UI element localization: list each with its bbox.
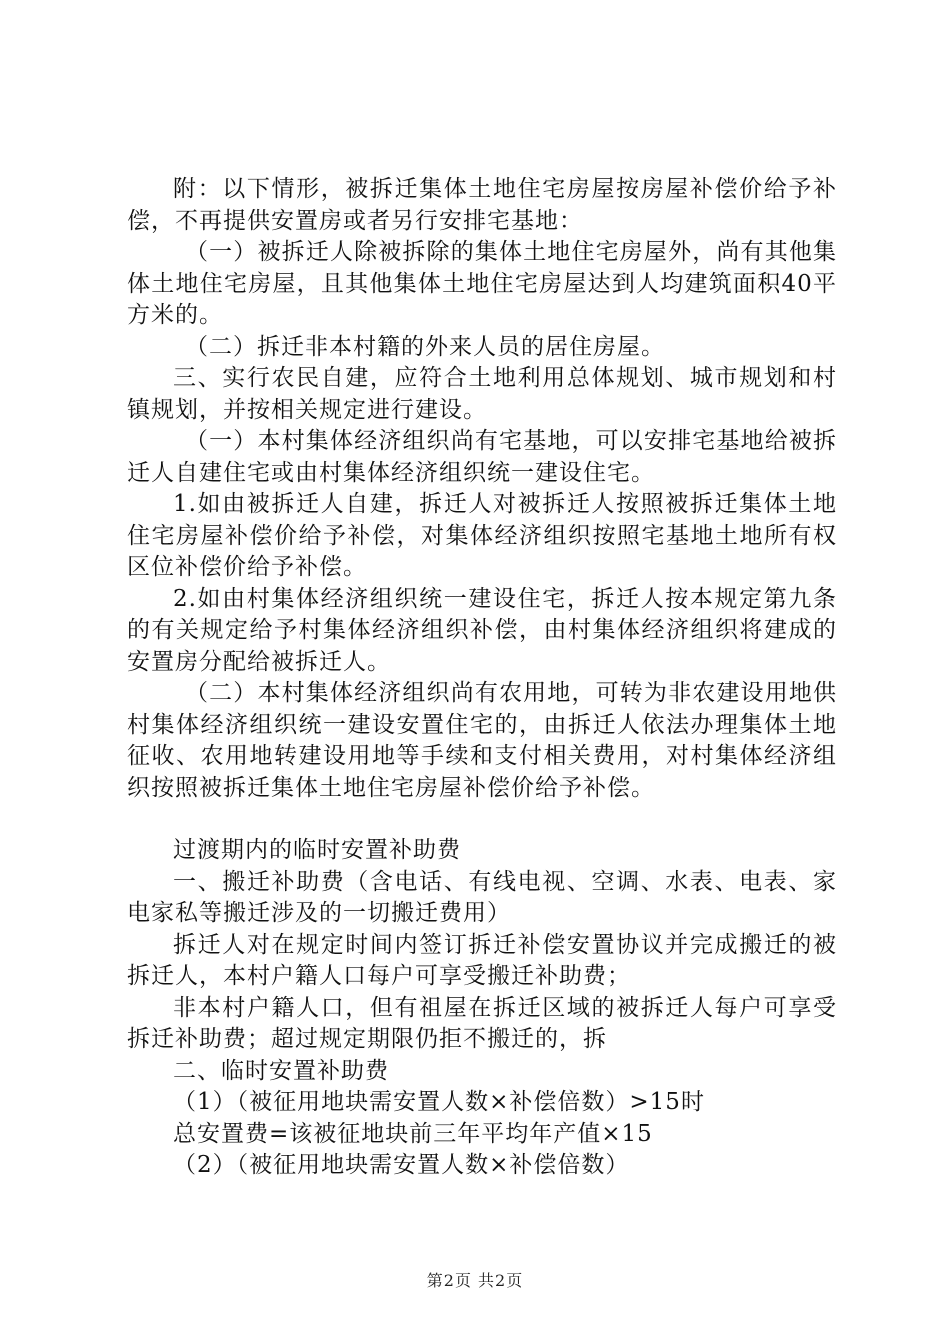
paragraph-san-1-2: 2.如由村集体经济组织统一建设住宅，拆迁人按本规定第九条的有关规定给予村集体经济组织补偿，由村集体经济组织将建成的安置房分配给被拆迁人。: [127, 585, 837, 675]
paragraph-linshi-1b: 总安置费=该被征地块前三年平均年产值×15: [173, 1120, 653, 1147]
paragraph-banqian: 一、搬迁补助费（含电话、有线电视、空调、水表、电表、家电家私等搬迁涉及的一切搬迁费用）: [127, 868, 837, 926]
paragraph-banqian-b: 非本村户籍人口，但有祖屋在拆迁区域的被拆迁人每户可享受拆迁补助费；超过规定期限仍拒不搬迁的，拆: [127, 994, 837, 1052]
paragraph-san-1-1: 1.如由被拆迁人自建，拆迁人对被拆迁人按照被拆迁集体土地住宅房屋补偿价给予补偿，对集体经济组织按照宅基地土地所有权区位补偿价给予补偿。: [127, 491, 837, 580]
paragraph-san-1: （一）本村集体经济组织尚有宅基地，可以安排宅基地给被拆迁人自建住宅或由村集体经济组织统一建设住宅。: [127, 428, 837, 486]
paragraph-banqian-a: 拆迁人对在规定时间内签订拆迁补偿安置协议并完成搬迁的被拆迁人，本村户籍人口每户可享受搬迁补助费；: [127, 931, 837, 989]
paragraph-linshi-2: （2）（被征用地块需安置人数×补偿倍数）: [173, 1152, 630, 1178]
paragraph-fu-2: （二）拆迁非本村籍的外来人员的居住房屋。: [185, 333, 665, 360]
paragraph-fu: 附：以下情形，被拆迁集体土地住宅房屋按房屋补偿价给予补偿，不再提供安置房或者另行安排宅基地：: [127, 176, 837, 234]
document-body: [127, 174, 837, 1182]
paragraph-fu-1: （一）被拆迁人除被拆除的集体土地住宅房屋外，尚有其他集体土地住宅房屋，且其他集体土地住宅房屋达到人均建筑面积40平方米的。: [127, 239, 837, 328]
section-gap: [127, 804, 837, 835]
page-footer: 第2页 共2页: [426, 1271, 524, 1290]
paragraph-guodu-heading: 过渡期内的临时安置补助费: [173, 837, 461, 863]
paragraph-san: 三、实行农民自建，应符合土地利用总体规划、城市规划和村镇规划，并按相关规定进行建设。: [127, 365, 837, 423]
paragraph-san-2: （二）本村集体经济组织尚有农用地，可转为非农建设用地供村集体经济组织统一建设安置住宅的，由拆迁人依法办理集体土地征收、农用地转建设用地等手续和支付相关费用，对村集体经济组织按照被拆迁集体土地住宅房屋补偿价给予补偿。: [127, 680, 837, 801]
paragraph-linshi: 二、临时安置补助费: [173, 1057, 389, 1084]
paragraph-linshi-1: （1）（被征用地块需安置人数×补偿倍数）>15时: [173, 1089, 705, 1115]
